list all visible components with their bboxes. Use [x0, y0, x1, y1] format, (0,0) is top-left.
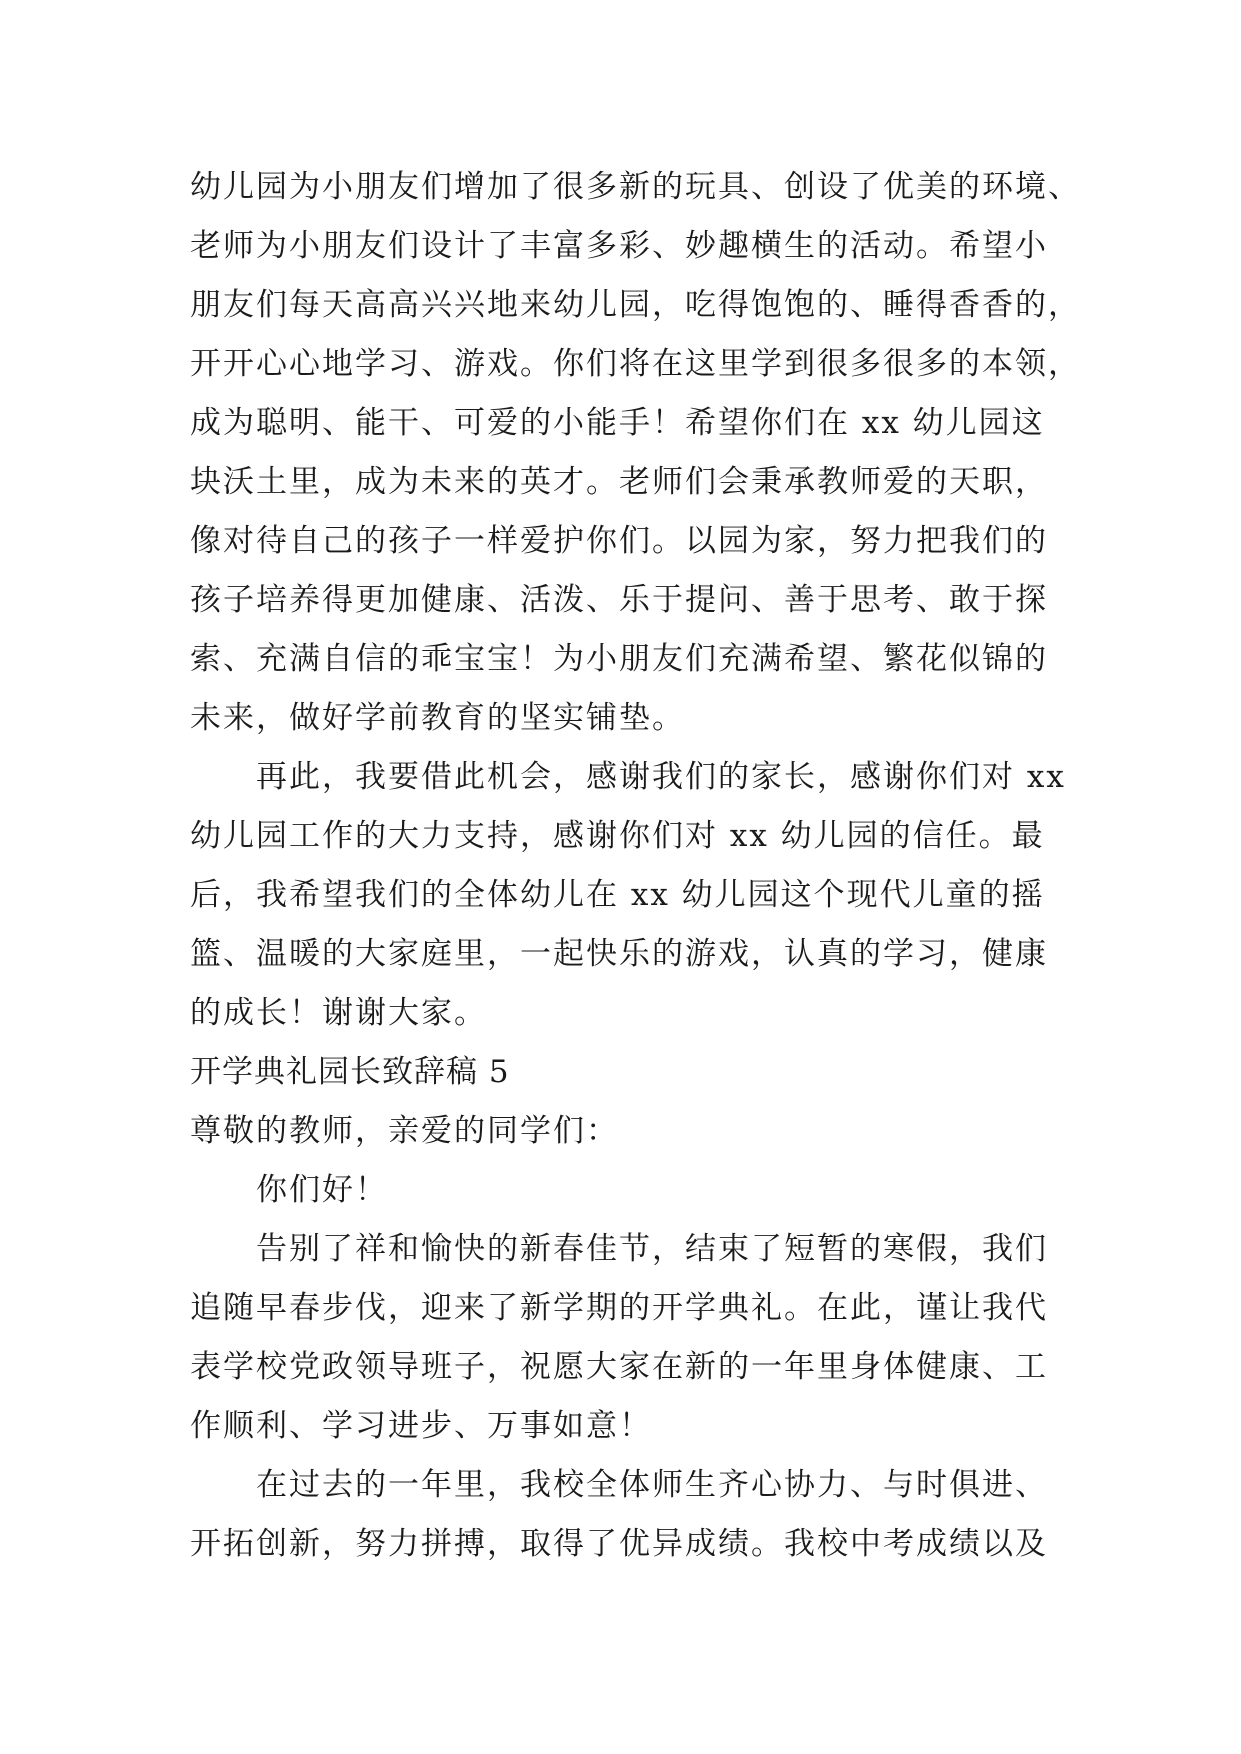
- text-line: 开拓创新，努力拼搏，取得了优异成绩。我校中考成绩以及: [190, 1526, 1048, 1562]
- text-line: 开开心心地学习、游戏。你们将在这里学到很多很多的本领，: [190, 346, 1081, 382]
- text-line: 像对待自己的孩子一样爱护你们。以园为家，努力把我们的: [190, 523, 1048, 559]
- text-line: 未来，做好学前教育的坚实铺垫。: [190, 700, 685, 736]
- text-line: 在过去的一年里，我校全体师生齐心协力、与时俱进、: [256, 1467, 1048, 1503]
- text-line: 告别了祥和愉快的新春佳节，结束了短暂的寒假，我们: [256, 1231, 1048, 1267]
- text-line: 老师为小朋友们设计了丰富多彩、妙趣横生的活动。希望小: [190, 228, 1048, 264]
- text-line: 你们好！: [256, 1172, 388, 1208]
- text-line: 再此，我要借此机会，感谢我们的家长，感谢你们对 xx: [256, 759, 1066, 795]
- text-line: 块沃土里，成为未来的英才。老师们会秉承教师爱的天职，: [190, 464, 1048, 500]
- text-line: 作顺利、学习进步、万事如意！: [190, 1408, 652, 1444]
- text-line: 的成长！谢谢大家。: [190, 995, 487, 1031]
- text-line: 朋友们每天高高兴兴地来幼儿园，吃得饱饱的、睡得香香的，: [190, 287, 1081, 323]
- text-line: 成为聪明、能干、可爱的小能手！希望你们在 xx 幼儿园这: [190, 405, 1045, 441]
- section-heading: 开学典礼园长致辞稿 5: [190, 1054, 510, 1090]
- text-line: 索、充满自信的乖宝宝！为小朋友们充满希望、繁花似锦的: [190, 641, 1048, 677]
- text-line: 追随早春步伐，迎来了新学期的开学典礼。在此，谨让我代: [190, 1290, 1048, 1326]
- text-line: 表学校党政领导班子，祝愿大家在新的一年里身体健康、工: [190, 1349, 1048, 1385]
- text-line: 后，我希望我们的全体幼儿在 xx 幼儿园这个现代儿童的摇: [190, 877, 1045, 913]
- document-body: [190, 158, 1090, 1574]
- text-line: 孩子培养得更加健康、活泼、乐于提问、善于思考、敢于探: [190, 582, 1048, 618]
- text-line: 幼儿园为小朋友们增加了很多新的玩具、创设了优美的环境、: [190, 169, 1081, 205]
- text-line: 尊敬的教师，亲爱的同学们：: [190, 1113, 619, 1149]
- text-line: 幼儿园工作的大力支持，感谢你们对 xx 幼儿园的信任。最: [190, 818, 1045, 854]
- text-line: 篮、温暖的大家庭里，一起快乐的游戏，认真的学习，健康: [190, 936, 1048, 972]
